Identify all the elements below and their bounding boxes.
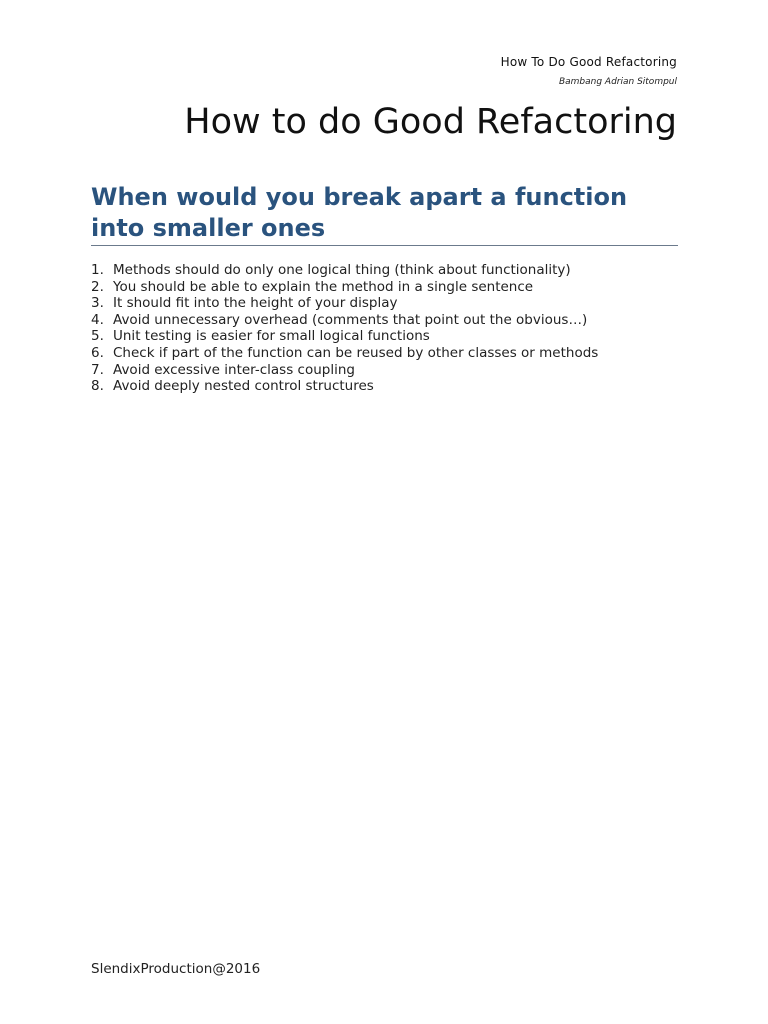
list-item-text: Unit testing is easier for small logical functions bbox=[113, 328, 430, 345]
running-header bbox=[501, 54, 677, 88]
list-item bbox=[91, 345, 598, 362]
list-item bbox=[91, 262, 598, 279]
list-item-text: You should be able to explain the method in a single sentence bbox=[113, 278, 534, 295]
list-item-text: Check if part of the function can be reused by other classes or methods bbox=[113, 344, 599, 361]
header-title: How To Do Good Refactoring bbox=[500, 55, 677, 69]
list-item-text: Avoid deeply nested control structures bbox=[113, 378, 374, 395]
list-item-number: 7. bbox=[91, 361, 104, 378]
list-item bbox=[91, 362, 598, 379]
list-item bbox=[91, 279, 598, 296]
document-title: How to do Good Refactoring bbox=[184, 102, 677, 142]
list-item bbox=[91, 328, 598, 345]
list-item-number: 3. bbox=[91, 295, 104, 312]
header-author: Bambang Adrian Sitompul bbox=[558, 77, 677, 87]
list-item-number: 6. bbox=[91, 344, 104, 361]
list-item-text: It should fit into the height of your display bbox=[113, 295, 398, 312]
section-heading: When would you break apart a function into smaller ones bbox=[91, 182, 678, 246]
list-item-number: 5. bbox=[91, 328, 104, 345]
list-item-text: Methods should do only one logical thing (think about functionality) bbox=[113, 262, 571, 278]
list-item-number: 2. bbox=[91, 278, 104, 295]
list-item bbox=[91, 295, 598, 312]
list-item-text: Avoid excessive inter-class coupling bbox=[113, 361, 355, 378]
list-item-number: 4. bbox=[91, 311, 104, 328]
list-item-number: 1. bbox=[91, 262, 104, 278]
list-item-number: 8. bbox=[91, 378, 104, 395]
list-item bbox=[91, 378, 598, 395]
page-footer: SlendixProduction@2016 bbox=[91, 961, 261, 977]
list-item-text: Avoid unnecessary overhead (comments that point out the obvious…) bbox=[113, 311, 588, 328]
guideline-list bbox=[91, 262, 598, 395]
list-item bbox=[91, 312, 598, 329]
